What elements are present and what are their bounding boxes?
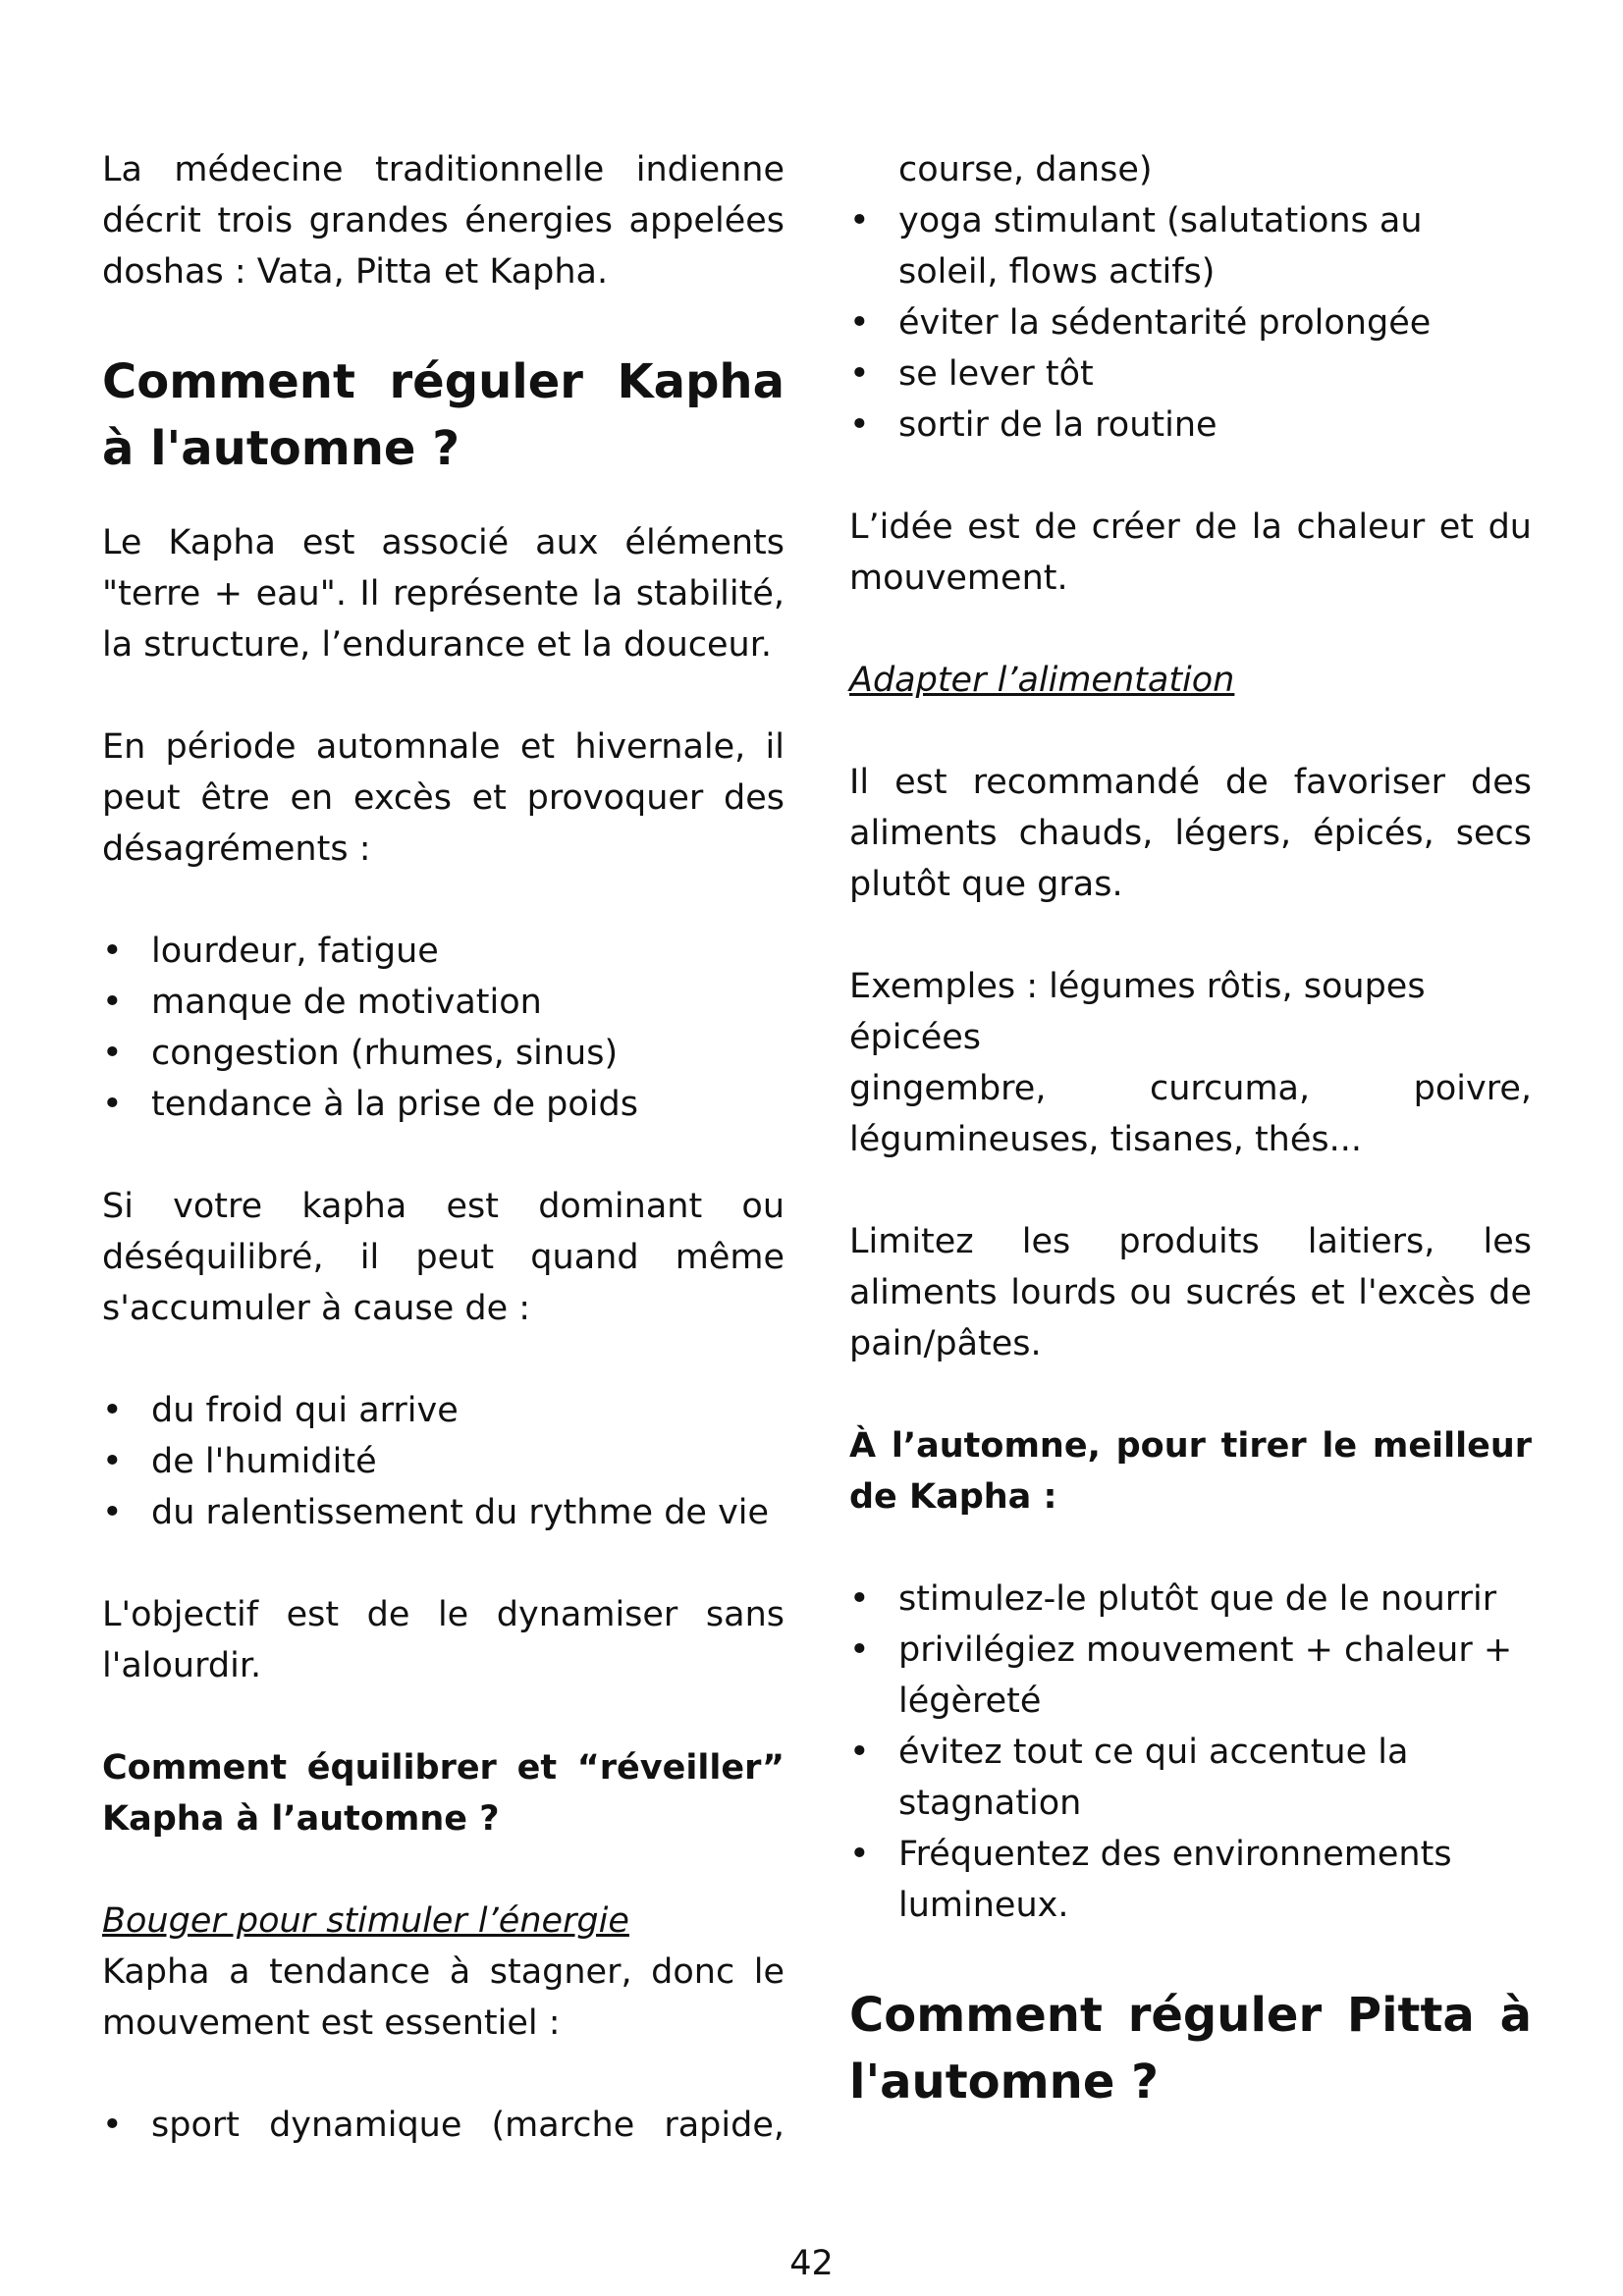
list-item: • du froid qui arrive (102, 1391, 459, 1430)
kapha-heading: Comment réguler Kapha à l'automne ? (102, 354, 784, 476)
list-item: • lourdeur, fatigue (102, 932, 439, 971)
objective-paragraph: L'objectif est de le dynamiser sans l'alourdir. (102, 1595, 784, 1685)
list-item: • se lever tôt (849, 354, 1094, 394)
kapha-elements-paragraph: Le Kapha est associé aux éléments "terre + eau". Il représente la stabilité, la structure, l’endurance et la douceur. (102, 523, 784, 665)
list-item: • tendance à la prise de poids (102, 1085, 638, 1124)
list-item: • sortir de la routine (849, 405, 1217, 445)
tips-list (849, 1574, 1532, 1931)
list-item: • manque de motivation (102, 983, 542, 1022)
list-item: • du ralentissement du rythme de vie (102, 1493, 770, 1532)
left-column (102, 144, 784, 2151)
move-section-title: Bouger pour stimuler l’énergie (102, 1901, 629, 1941)
symptoms-list (102, 926, 784, 1130)
diet-section-title: Adapter l’alimentation (849, 661, 1235, 700)
list-item: • privilégiez mouvement + chaleur + légèreté (849, 1630, 1513, 1721)
examples-paragraph: Exemples : légumes rôtis, soupes épicées gingembre, curcuma, poivre, légumineuses, tisanes, thés... (849, 967, 1532, 1159)
movement-list-start (102, 2100, 784, 2151)
list-item: • évitez tout ce qui accentue la stagnation (849, 1733, 1409, 1823)
autumn-subheading: À l’automne, pour tirer le meilleur de Kapha : (849, 1426, 1532, 1517)
diet-paragraph: Il est recommandé de favoriser des aliments chauds, légers, épicés, secs plutôt que gras. (849, 763, 1532, 904)
limit-paragraph: Limitez les produits laitiers, les aliments lourds ou sucrés et l'excès de pain/pâtes. (849, 1222, 1532, 1363)
right-column (849, 144, 1532, 2115)
list-item-continuation: course, danse) (898, 150, 1153, 189)
list-item: • Fréquentez des environnements lumineux. (849, 1835, 1452, 1925)
page-number: 42 (789, 2244, 834, 2283)
movement-list-continued (849, 144, 1532, 451)
causes-list (102, 1385, 784, 1538)
balance-subheading: Comment équilibrer et “réveiller” Kapha à l’automne ? (102, 1748, 784, 1839)
pitta-heading: Comment réguler Pitta à l'automne ? (849, 1988, 1532, 2109)
intro-paragraph: La médecine traditionnelle indienne décrit trois grandes énergies appelées doshas : Vata, Pitta et Kapha. (102, 150, 784, 292)
list-item: • sport dynamique (marche rapide, (102, 2106, 784, 2145)
move-paragraph: Kapha a tendance à stagner, donc le mouvement est essentiel : (102, 1952, 784, 2043)
kapha-dominant-paragraph: Si votre kapha est dominant ou déséquilibré, il peut quand même s'accumuler à cause de : (102, 1187, 784, 1328)
list-item: • de l'humidité (102, 1442, 377, 1481)
kapha-excess-paragraph: En période automnale et hivernale, il peut être en excès et provoquer des désagréments : (102, 727, 784, 869)
list-item: • stimulez-le plutôt que de le nourrir (849, 1579, 1497, 1619)
list-item: • éviter la sédentarité prolongée (849, 303, 1432, 343)
idea-paragraph: L’idée est de créer de la chaleur et du mouvement. (849, 507, 1532, 598)
list-item: • yoga stimulant (salutations au soleil, flows actifs) (849, 201, 1423, 292)
list-item: • congestion (rhumes, sinus) (102, 1034, 619, 1073)
